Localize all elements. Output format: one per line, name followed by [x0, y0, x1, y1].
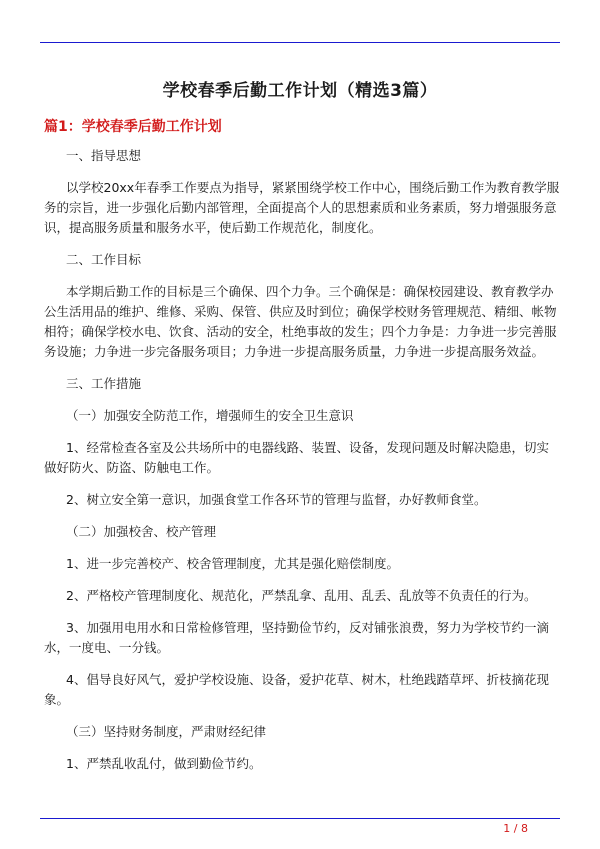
page-number: 1 / 8 — [503, 822, 528, 835]
paragraph-guiding-ideology: 以学校20xx年春季工作要点为指导，紧紧围绕学校工作中心，围绕后勤工作为教育教学服务的宗旨，进一步强化后勤内部管理，全面提高个人的思想素质和业务素质，努力增强服务意识，提高服务质量和服务水平，使后勤工作规范化，制度化。 — [44, 180, 560, 235]
bottom-rule — [40, 818, 560, 819]
document-body — [44, 146, 560, 786]
paragraph-safety-1: 1、经常检查各室及公共场所中的电器线路、装置、设备，发现问题及时解决隐患，切实做好防火、防盗、防触电工作。 — [44, 440, 549, 475]
paragraph-work-goals: 本学期后勤工作的目标是三个确保、四个力争。三个确保是：确保校园建设、教育教学办公生活用品的维护、维修、采购、保管、供应及时到位；确保学校财务管理规范、精细、帐物相符；确保学校水电、饮食、活动的安全，杜绝事故的发生；四个力争是：力争进一步完善服务设施；力争进一步完备服务项目；力争进一步提高服务质量，力争进一步提高服务效益。 — [44, 284, 557, 359]
document-title: 学校春季后勤工作计划（精选3篇） — [162, 81, 438, 101]
paragraph-safety-2: 2、树立安全第一意识，加强食堂工作各环节的管理与监督，办好教师食堂。 — [66, 492, 487, 507]
paragraph-property-2: 2、严格校产管理制度化、规范化，严禁乱拿、乱用、乱丢、乱放等不负责任的行为。 — [66, 588, 537, 603]
subheading-finance: （三）坚持财务制度，严肃财经纪律 — [66, 724, 267, 739]
paragraph-property-4: 4、倡导良好风气，爱护学校设施、设备，爱护花草、树木，杜绝践踏草坪、折枝摘花现象。 — [44, 672, 549, 707]
paragraph-property-1: 1、进一步完善校产、校舍管理制度，尤其是强化赔偿制度。 — [66, 556, 399, 571]
heading-work-goals: 二、工作目标 — [66, 252, 142, 267]
heading-guiding-ideology: 一、指导思想 — [66, 148, 142, 163]
subheading-safety: （一）加强安全防范工作，增强师生的安全卫生意识 — [66, 408, 354, 423]
paragraph-finance-1: 1、严禁乱收乱付，做到勤俭节约。 — [66, 756, 262, 771]
top-rule — [40, 42, 560, 43]
heading-work-measures: 三、工作措施 — [66, 376, 142, 391]
section-subtitle: 篇1：学校春季后勤工作计划 — [44, 119, 222, 135]
subheading-property: （二）加强校舍、校产管理 — [66, 524, 217, 539]
paragraph-property-3: 3、加强用电用水和日常检修管理，坚持勤俭节约，反对铺张浪费，努力为学校节约一滴水，一度电、一分钱。 — [44, 620, 549, 655]
